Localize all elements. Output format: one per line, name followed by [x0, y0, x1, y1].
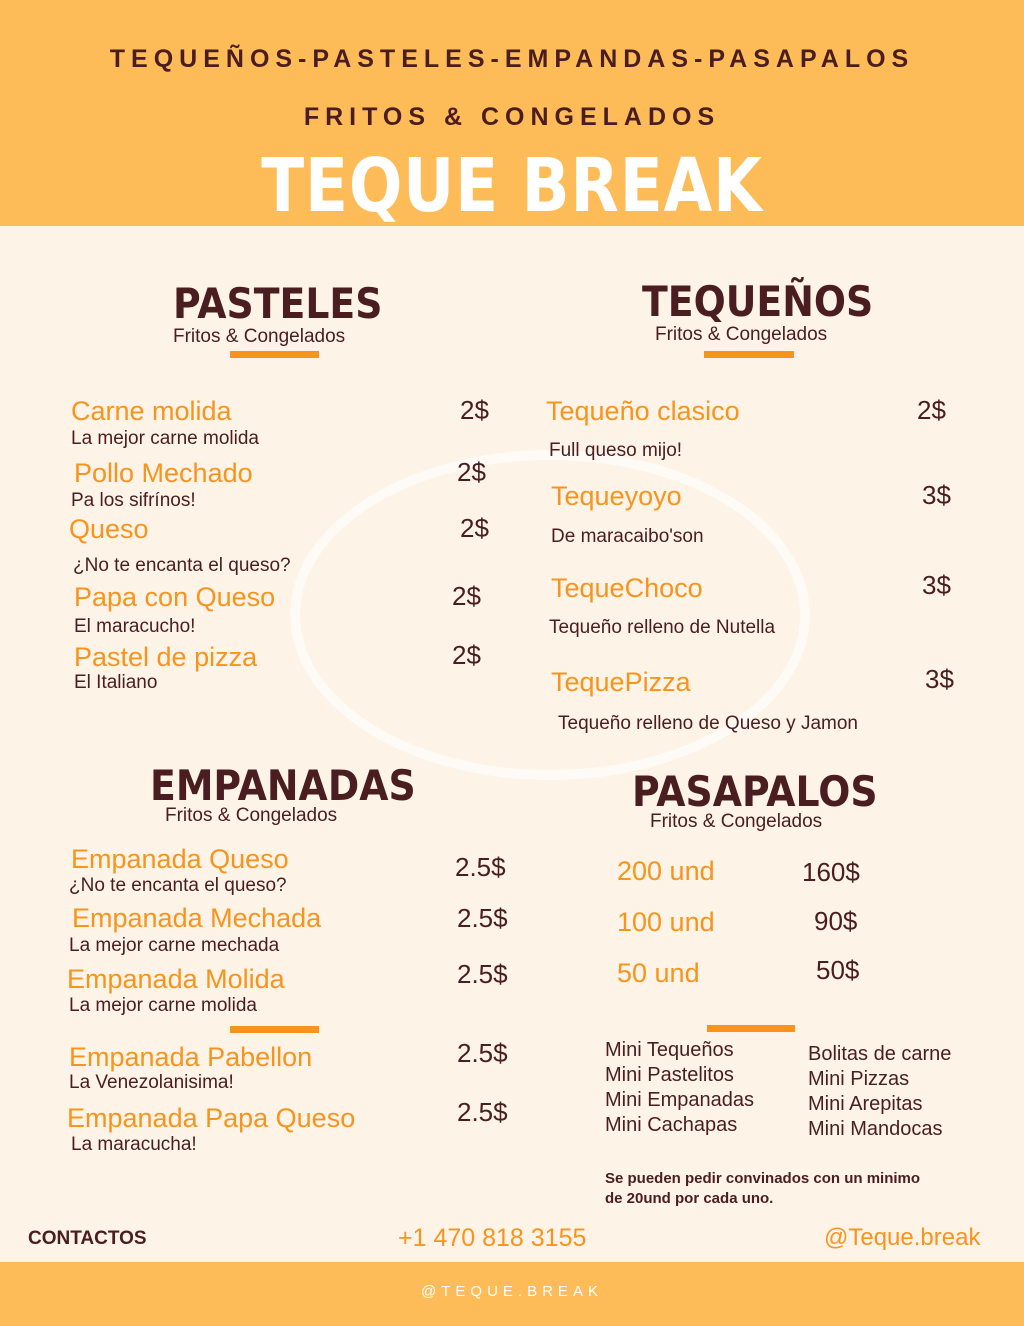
item-price: 2$: [917, 395, 946, 425]
item-desc: Tequeño relleno de Queso y Jamon: [558, 713, 858, 734]
divider: [704, 351, 794, 358]
pack-qty: 100 und: [617, 907, 715, 937]
mini-item: Mini Mandocas: [808, 1118, 943, 1140]
item-name: Empanada Molida: [67, 964, 285, 994]
social-handle[interactable]: @Teque.break: [824, 1224, 981, 1251]
item-price: 2.5$: [457, 903, 508, 933]
pack-price: 160$: [802, 857, 860, 887]
phone-number[interactable]: +1 470 818 3155: [398, 1224, 587, 1252]
item-desc: La maracucha!: [71, 1134, 197, 1155]
item-desc: La Venezolanisima!: [69, 1072, 234, 1093]
section-title-pasapalos: PASAPALOS: [632, 767, 878, 816]
pack-qty: 50 und: [617, 958, 700, 988]
section-subtitle: Fritos & Congelados: [655, 324, 828, 345]
item-price: 2.5$: [455, 852, 506, 882]
item-desc: La mejor carne molida: [71, 428, 259, 449]
item-desc: El Italiano: [74, 672, 158, 693]
item-desc: El maracucho!: [74, 616, 196, 637]
tagline-sub: FRITOS & CONGELADOS: [303, 103, 721, 131]
item-name: Empanada Pabellon: [69, 1042, 313, 1072]
item-desc: La mejor carne mechada: [69, 935, 280, 956]
item-price: 2$: [452, 640, 481, 670]
item-name: TequeChoco: [551, 573, 703, 603]
item-name: Tequeño clasico: [546, 396, 740, 426]
item-desc: La mejor carne molida: [69, 995, 257, 1016]
mini-item: Mini Pizzas: [808, 1068, 910, 1090]
item-price: 3$: [922, 480, 951, 510]
section-title-tequenos: TEQUEÑOS: [642, 277, 874, 326]
item-price: 2.5$: [457, 1097, 508, 1127]
item-desc: ¿No te encanta el queso?: [69, 875, 287, 896]
divider: [707, 1025, 795, 1032]
section-title-empanadas: EMPANADAS: [150, 761, 416, 810]
mini-item: Mini Arepitas: [808, 1093, 923, 1115]
item-desc: Pa los sifrínos!: [71, 490, 196, 511]
pack-price: 50$: [816, 955, 860, 985]
item-price: 2$: [460, 395, 489, 425]
item-name: Empanada Papa Queso: [67, 1103, 356, 1133]
divider: [230, 351, 319, 358]
item-name: Pollo Mechado: [74, 458, 253, 488]
item-desc: De maracaibo'son: [551, 526, 704, 547]
mini-item: Mini Tequeños: [605, 1039, 734, 1061]
order-note: Se pueden pedir convinados con un minimo: [605, 1170, 921, 1187]
item-name: Carne molida: [71, 396, 232, 426]
section-subtitle: Fritos & Congelados: [650, 811, 823, 832]
item-price: 2.5$: [457, 1038, 508, 1068]
item-name: Empanada Mechada: [72, 903, 322, 933]
footer-handle[interactable]: @TEQUE.BREAK: [421, 1283, 603, 1300]
item-desc: Tequeño relleno de Nutella: [549, 617, 776, 638]
item-price: 2$: [452, 581, 481, 611]
item-desc: Full queso mijo!: [549, 440, 683, 461]
order-note-2: de 20und por cada uno.: [605, 1190, 774, 1207]
mini-item: Bolitas de carne: [808, 1043, 952, 1065]
section-title-pasteles: PASTELES: [173, 279, 383, 328]
item-name: Queso: [69, 514, 149, 544]
pack-qty: 200 und: [617, 856, 715, 886]
item-name: Empanada Queso: [71, 844, 289, 874]
mini-list-2: [808, 1042, 951, 1142]
contact-label: CONTACTOS: [28, 1228, 147, 1249]
pack-price: 90$: [814, 906, 858, 936]
item-price: 2.5$: [457, 959, 508, 989]
item-name: Tequeyoyo: [551, 481, 682, 511]
section-subtitle: Fritos & Congelados: [173, 326, 346, 347]
item-name: Pastel de pizza: [74, 642, 258, 672]
brand-title: TEQUE BREAK: [261, 143, 763, 229]
item-price: 3$: [925, 664, 954, 694]
tagline: TEQUEÑOS-PASTELES-EMPANDAS-PASAPALOS: [109, 45, 915, 73]
divider: [230, 1026, 319, 1033]
mini-item: Mini Pastelitos: [605, 1064, 734, 1086]
mini-list-1: [605, 1038, 754, 1138]
section-subtitle: Fritos & Congelados: [165, 805, 338, 826]
item-price: 3$: [922, 570, 951, 600]
mini-item: Mini Empanadas: [605, 1089, 754, 1111]
item-name: Papa con Queso: [74, 582, 276, 612]
mini-item: Mini Cachapas: [605, 1114, 738, 1136]
item-price: 2$: [457, 457, 486, 487]
item-price: 2$: [460, 513, 489, 543]
item-name: TequePizza: [551, 667, 691, 697]
item-desc: ¿No te encanta el queso?: [73, 555, 291, 576]
